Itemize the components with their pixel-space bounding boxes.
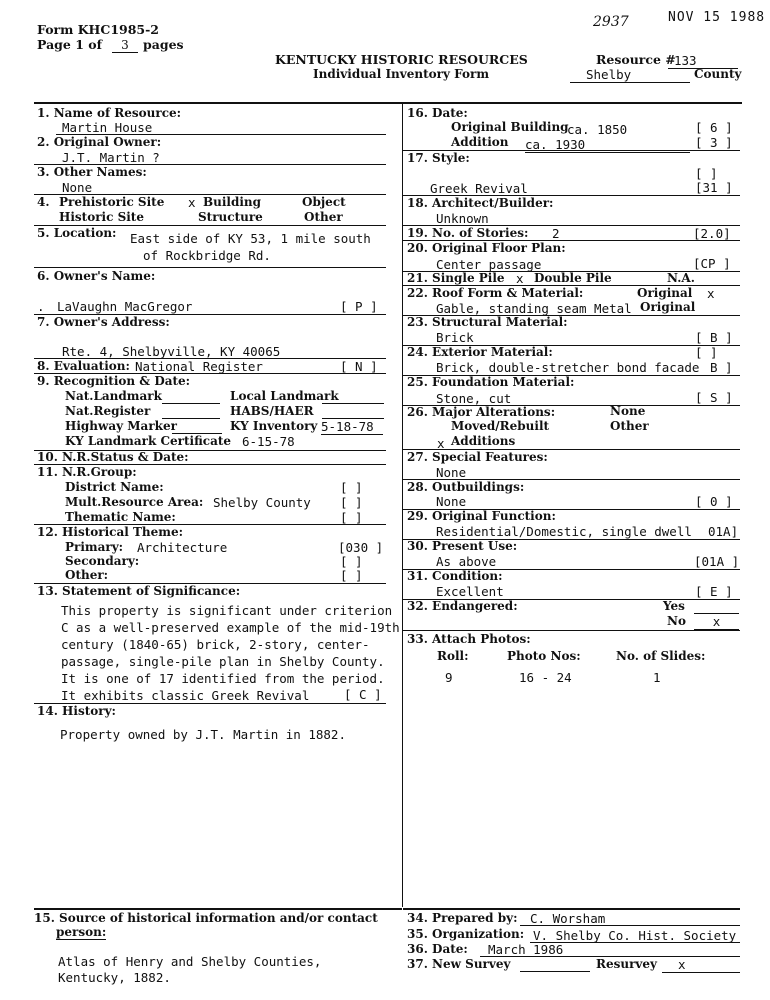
resource-number: 133: [668, 53, 738, 69]
f9-kyinventory-date: 5-18-78: [321, 419, 383, 435]
f7-value: Rte. 4, Shelbyville, KY 40065: [62, 344, 281, 359]
f26-additions: Additions: [451, 434, 516, 448]
f9-kylandmark-date: 6-15-78: [242, 434, 295, 449]
f34-value: C. Worsham: [530, 911, 606, 926]
f25-label: 25. Foundation Material:: [407, 375, 575, 389]
f9-locallandmark: Local Landmark: [230, 389, 339, 403]
f21-double: Double Pile: [534, 271, 612, 285]
f16-add-value: ca. 1930: [525, 137, 690, 153]
f19-code: [2.0]: [693, 226, 731, 241]
f12-primary: Primary:: [65, 540, 124, 554]
f33-slides-value: 1: [653, 670, 661, 685]
f33-roll: Roll:: [437, 649, 469, 663]
f9-label: 9. Recognition & Date:: [37, 374, 191, 388]
page-label: Page 1 of: [37, 37, 102, 52]
f22-value: Gable, standing seam Metal: [436, 301, 632, 316]
f26-other: Other: [610, 419, 649, 433]
pages-label: pages: [143, 37, 184, 52]
f24-empty-code: [ ]: [695, 345, 718, 360]
f15-label-2: person:: [56, 925, 107, 939]
f31-value: Excellent: [436, 584, 504, 599]
f26-x: x: [437, 436, 445, 451]
f31-label: 31. Condition:: [407, 569, 503, 583]
f28-value: None: [436, 494, 467, 509]
f15-value-2: Kentucky, 1882.: [58, 970, 171, 985]
f16-orig-code: [ 6 ]: [695, 120, 733, 135]
f15-value-1: Atlas of Henry and Shelby Counties,: [58, 954, 322, 969]
f11-thematic-code: [ ]: [340, 510, 363, 525]
f4-structure: Structure: [198, 210, 263, 224]
f16-label: 16. Date:: [407, 106, 468, 120]
f32-line: [403, 630, 740, 631]
f4-prehistoric: Prehistoric Site: [59, 195, 165, 209]
f26-moved: Moved/Rebuilt: [451, 419, 550, 433]
f23-value: Brick: [436, 330, 474, 345]
f20-code: [CP ]: [693, 256, 731, 271]
bottom-left-rule: [34, 908, 402, 910]
handwritten-number: 2937: [593, 14, 629, 30]
f34-label: 34. Prepared by:: [407, 911, 518, 925]
f27-label: 27. Special Features:: [407, 450, 548, 464]
f4-x: x: [188, 195, 196, 210]
f27-value: None: [436, 465, 467, 480]
f8-value: National Register: [135, 359, 263, 374]
f12-primary-value: Architecture: [137, 540, 228, 555]
f11-district: District Name:: [65, 480, 164, 494]
f24-label: 24. Exterior Material:: [407, 345, 553, 359]
f9-kylandmark: KY Landmark Certificate: [65, 434, 232, 448]
f1-value: Martin House: [62, 120, 153, 135]
f22-label: 22. Roof Form & Material:: [407, 286, 584, 300]
form-subtitle: Individual Inventory Form: [313, 67, 490, 81]
f12-label: 12. Historical Theme:: [37, 525, 184, 539]
f21-x: x: [516, 271, 524, 286]
f17-label: 17. Style:: [407, 151, 470, 165]
f33-slides: No. of Slides:: [616, 649, 706, 663]
f2-label: 2. Original Owner:: [37, 135, 162, 149]
f8-label: 8. Evaluation:: [37, 359, 130, 373]
f32-yes: Yes: [663, 599, 685, 613]
f9-habs: HABS/HAER: [230, 404, 314, 418]
f9-natlandmark-line: [162, 403, 220, 404]
f37-new-line: [520, 971, 590, 972]
f14-label: 14. History:: [37, 704, 116, 718]
f9-highway: Highway Marker: [65, 419, 177, 433]
f28-code: [ 0 ]: [695, 494, 733, 509]
f37-x: x: [662, 957, 740, 973]
f16-orig: Original Building: [451, 120, 569, 134]
f24-value: Brick, double-stretcher bond facade: [436, 360, 700, 375]
f11-mult-code: [ ]: [340, 495, 363, 510]
f5-line: [34, 267, 386, 268]
f4-other: Other: [304, 210, 343, 224]
column-divider: [402, 102, 403, 907]
f33-roll-value: 9: [445, 670, 453, 685]
f29-label: 29. Original Function:: [407, 509, 556, 523]
f5-value-2: of Rockbridge Rd.: [143, 248, 271, 263]
f7-label: 7. Owner's Address:: [37, 315, 170, 329]
f36-value: March 1986: [488, 942, 564, 957]
resource-label: Resource #: [596, 52, 676, 67]
f21-label: 21. Single Pile: [407, 271, 505, 285]
f18-label: 18. Architect/Builder:: [407, 196, 554, 210]
form-id: Form KHC1985-2: [37, 22, 159, 37]
f30-value: As above: [436, 554, 497, 569]
f32-x: x: [694, 614, 739, 630]
f16-add-code: [ 3 ]: [695, 135, 733, 150]
f14-value: Property owned by J.T. Martin in 1882.: [60, 727, 346, 742]
f35-label: 35. Organization:: [407, 927, 525, 941]
f6-value: LaVaughn MacGregor: [57, 299, 193, 314]
f4-object: Object: [302, 195, 346, 209]
f34-line: [520, 925, 740, 926]
f26-none: None: [610, 404, 646, 418]
f16-add: Addition: [451, 135, 509, 149]
f2-value: J.T. Martin ?: [62, 150, 160, 165]
f30-label: 30. Present Use:: [407, 539, 518, 553]
f3-label: 3. Other Names:: [37, 165, 147, 179]
f32-no: No: [667, 614, 686, 628]
page-count: 3: [112, 38, 138, 53]
f23-label: 23. Structural Material:: [407, 315, 568, 329]
f3-value: None: [62, 180, 93, 195]
f22-x: x: [707, 286, 715, 301]
f29-code: 01A]: [708, 524, 739, 539]
f18-value: Unknown: [436, 211, 489, 226]
f11-mult: Mult.Resource Area:: [65, 495, 204, 509]
f13-code: [ C ]: [340, 687, 382, 702]
f33-photo-value: 16 - 24: [519, 670, 572, 685]
f12-primary-code: [030 ]: [338, 540, 384, 555]
f32-label: 32. Endangered:: [407, 599, 518, 613]
f22-original: Original: [637, 286, 693, 300]
f30-code: [01A ]: [694, 554, 740, 569]
f1-label: 1. Name of Resource:: [37, 106, 182, 120]
f4-num: 4.: [37, 195, 50, 209]
f17-empty-code: [ ]: [695, 166, 718, 181]
f4-historic: Historic Site: [59, 210, 144, 224]
f33-photo: Photo Nos:: [507, 649, 581, 663]
f9-locallandmark-line: [322, 403, 384, 404]
f6-label: 6. Owner's Name:: [37, 269, 156, 283]
f11-district-code: [ ]: [340, 480, 363, 495]
f15-label: 15. Source of historical information and/or contact: [34, 911, 378, 925]
f35-value: V. Shelby Co. Hist. Society: [533, 928, 737, 943]
f37-label: 37. New Survey: [407, 957, 511, 971]
f33-label: 33. Attach Photos:: [407, 632, 531, 646]
f6-dots: .: [37, 299, 45, 314]
f9-natlandmark: Nat.Landmark: [65, 389, 162, 403]
f5-label: 5. Location:: [37, 226, 117, 240]
f11-label: 11. N.R.Group:: [37, 465, 137, 479]
f11-thematic: Thematic Name:: [65, 510, 176, 524]
top-rule: [34, 102, 742, 104]
f13-text: This property is significant under criterion C as a well-preserved example of the mid-19th century (1840-65) brick, 2-story, center-passage, single-pile plan in Shelby County. It is one of 17 identified from the period. It exhibits classic Greek Revival: [61, 603, 400, 702]
f19-value: 2: [552, 226, 560, 241]
f4-building: Building: [203, 195, 262, 209]
f16-orig-value: ca. 1850: [567, 122, 628, 137]
f10-label: 10. N.R.Status & Date:: [37, 450, 189, 464]
f22-original-2: Original: [640, 300, 696, 314]
f24-code: B ]: [710, 360, 733, 375]
f25-value: Stone, cut: [436, 391, 512, 406]
f36-label: 36. Date:: [407, 942, 468, 956]
f26-label: 26. Major Alterations:: [407, 405, 556, 419]
f17-value: Greek Revival: [430, 181, 528, 196]
f31-code: [ E ]: [695, 584, 733, 599]
f21-na: N.A.: [667, 271, 695, 285]
f12-secondary-code: [ ]: [340, 554, 363, 569]
f23-code: [ B ]: [695, 330, 733, 345]
f20-value: Center passage: [436, 257, 542, 272]
f29-value: Residential/Domestic, single dwell: [436, 524, 692, 539]
f37-resurvey: Resurvey: [596, 957, 657, 971]
county-value: Shelby: [570, 67, 690, 83]
form-title: KENTUCKY HISTORIC RESOURCES: [275, 52, 528, 67]
f8-code: [ N ]: [340, 359, 378, 374]
f20-label: 20. Original Floor Plan:: [407, 241, 566, 255]
county-label: County: [694, 67, 742, 81]
f25-code: [ S ]: [695, 390, 733, 405]
f19-label: 19. No. of Stories:: [407, 226, 529, 240]
bottom-right-rule: [403, 908, 740, 910]
f12-other-code: [ ]: [340, 568, 363, 583]
f6-code: [ P ]: [340, 299, 378, 314]
f12-other: Other:: [65, 568, 109, 582]
f28-label: 28. Outbuildings:: [407, 480, 525, 494]
f13-label: 13. Statement of Significance:: [37, 584, 241, 598]
f5-value-1: East side of KY 53, 1 mile south: [130, 231, 371, 246]
date-stamp: NOV 15 1988: [668, 10, 766, 25]
f17-code: [31 ]: [695, 180, 733, 195]
f9-kyinventory: KY Inventory: [230, 419, 318, 433]
f12-secondary: Secondary:: [65, 554, 140, 568]
f9-natregister: Nat.Register: [65, 404, 151, 418]
f11-mult-value: Shelby County: [213, 495, 311, 510]
